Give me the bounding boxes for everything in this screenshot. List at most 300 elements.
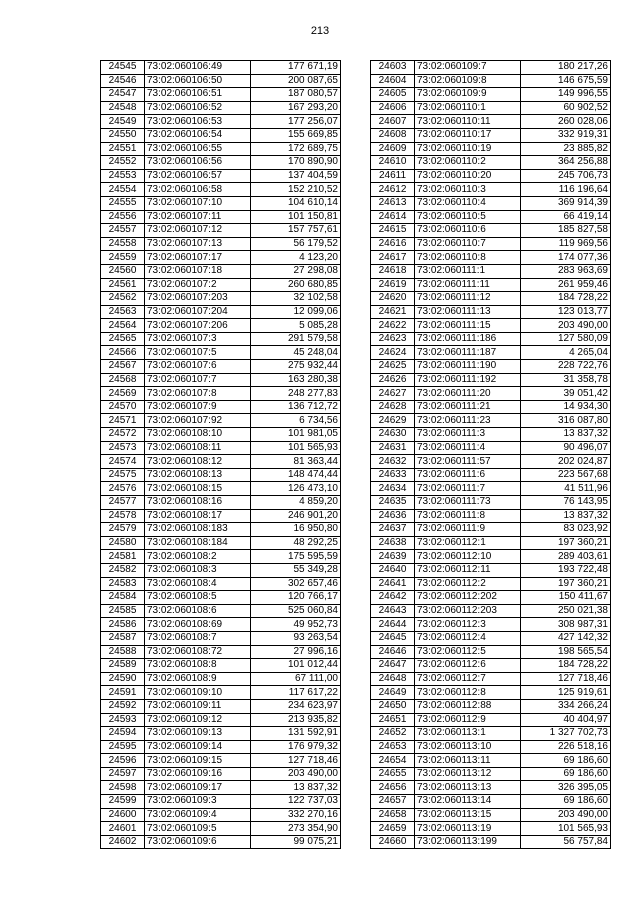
cadastral-value: 369 914,39 [521,196,611,210]
cadastral-value: 261 959,46 [521,278,611,292]
row-number: 24632 [371,455,415,469]
row-number: 24551 [101,142,145,156]
cadastral-number: 73:02:060109:14 [145,740,251,754]
cadastral-value: 250 021,38 [521,604,611,618]
cadastral-number: 73:02:060107:8 [145,387,251,401]
row-number: 24581 [101,550,145,564]
cadastral-number: 73:02:060111:192 [415,373,521,387]
row-number: 24627 [371,387,415,401]
cadastral-number: 73:02:060107:7 [145,373,251,387]
cadastral-value: 184 728,22 [521,659,611,673]
cadastral-number: 73:02:060110:19 [415,142,521,156]
cadastral-number: 73:02:060111:23 [415,414,521,428]
row-number: 24597 [101,767,145,781]
cadastral-value: 180 217,26 [521,61,611,75]
cadastral-value: 55 349,28 [251,563,341,577]
cadastral-value: 197 360,21 [521,536,611,550]
cadastral-number: 73:02:060106:58 [145,183,251,197]
row-number: 24601 [101,822,145,836]
table-row [371,360,611,374]
row-number: 24656 [371,781,415,795]
table-row [101,292,341,306]
cadastral-number: 73:02:060110:11 [415,115,521,129]
cadastral-number: 73:02:060106:55 [145,142,251,156]
table-row [371,251,611,265]
cadastral-number: 73:02:060110:5 [415,210,521,224]
table-row [101,754,341,768]
cadastral-number: 73:02:060112:4 [415,631,521,645]
cadastral-value: 101 981,05 [251,428,341,442]
table-row [371,128,611,142]
row-number: 24545 [101,61,145,75]
row-number: 24559 [101,251,145,265]
cadastral-value: 177 256,07 [251,115,341,129]
row-number: 24646 [371,645,415,659]
table-row [101,346,341,360]
table-row [101,740,341,754]
cadastral-value: 177 671,19 [251,61,341,75]
row-number: 24641 [371,577,415,591]
cadastral-number: 73:02:060106:49 [145,61,251,75]
cadastral-value: 152 210,52 [251,183,341,197]
cadastral-value: 334 266,24 [521,699,611,713]
cadastral-number: 73:02:060107:206 [145,319,251,333]
row-number: 24605 [371,88,415,102]
table-row [371,387,611,401]
table-row [101,645,341,659]
row-number: 24571 [101,414,145,428]
table-row [371,740,611,754]
cadastral-value: 136 712,72 [251,400,341,414]
table-row [371,441,611,455]
row-number: 24595 [101,740,145,754]
cadastral-value: 39 051,42 [521,387,611,401]
cadastral-value: 203 490,00 [251,767,341,781]
cadastral-number: 73:02:060107:203 [145,292,251,306]
cadastral-value: 275 932,44 [251,360,341,374]
cadastral-value: 427 142,32 [521,631,611,645]
table-row [371,169,611,183]
cadastral-value: 184 728,22 [521,292,611,306]
row-number: 24606 [371,101,415,115]
table-body-right [371,61,611,849]
row-number: 24582 [101,563,145,577]
cadastral-value: 101 012,44 [251,659,341,673]
row-number: 24556 [101,210,145,224]
cadastral-number: 73:02:060109:11 [145,699,251,713]
cadastral-value: 4 265,04 [521,346,611,360]
cadastral-number: 73:02:060106:54 [145,128,251,142]
row-number: 24652 [371,727,415,741]
table-row [371,88,611,102]
table-row [101,591,341,605]
cadastral-number: 73:02:060111:190 [415,360,521,374]
cadastral-value: 226 518,16 [521,740,611,754]
cadastral-number: 73:02:060111:9 [415,523,521,537]
row-number: 24570 [101,400,145,414]
table-row [371,795,611,809]
row-number: 24574 [101,455,145,469]
table-row [371,400,611,414]
cadastral-value: 185 827,58 [521,224,611,238]
cadastral-number: 73:02:060112:3 [415,618,521,632]
row-number: 24649 [371,686,415,700]
cadastral-number: 73:02:060110:4 [415,196,521,210]
row-number: 24618 [371,264,415,278]
table-row [101,672,341,686]
table-row [101,210,341,224]
row-number: 24654 [371,754,415,768]
row-number: 24554 [101,183,145,197]
row-number: 24622 [371,319,415,333]
row-number: 24628 [371,400,415,414]
row-number: 24549 [101,115,145,129]
cadastral-number: 73:02:060109:8 [415,74,521,88]
table-row [371,767,611,781]
cadastral-value: 31 358,78 [521,373,611,387]
cadastral-number: 73:02:060108:3 [145,563,251,577]
row-number: 24657 [371,795,415,809]
row-number: 24553 [101,169,145,183]
row-number: 24609 [371,142,415,156]
table-row [371,142,611,156]
cadastral-value: 187 080,57 [251,88,341,102]
table-row [101,468,341,482]
cadastral-number: 73:02:060108:184 [145,536,251,550]
cadastral-value: 49 952,73 [251,618,341,632]
cadastral-number: 73:02:060108:11 [145,441,251,455]
cadastral-number: 73:02:060106:57 [145,169,251,183]
cadastral-value: 200 087,65 [251,74,341,88]
table-row [101,156,341,170]
cadastral-number: 73:02:060111:11 [415,278,521,292]
table-row [101,441,341,455]
table-row [371,74,611,88]
cadastral-number: 73:02:060112:1 [415,536,521,550]
cadastral-number: 73:02:060107:204 [145,305,251,319]
cadastral-number: 73:02:060107:17 [145,251,251,265]
row-number: 24616 [371,237,415,251]
cadastral-value: 13 837,32 [521,428,611,442]
cadastral-number: 73:02:060107:10 [145,196,251,210]
cadastral-number: 73:02:060111:186 [415,332,521,346]
cadastral-value: 123 013,77 [521,305,611,319]
cadastral-value: 56 757,84 [521,835,611,849]
table-row [371,278,611,292]
table-row [371,183,611,197]
row-number: 24557 [101,224,145,238]
table-row [101,319,341,333]
row-number: 24548 [101,101,145,115]
table-row [371,713,611,727]
table-row [101,88,341,102]
cadastral-number: 73:02:060113:19 [415,822,521,836]
table-row [371,604,611,618]
cadastral-value: 525 060,84 [251,604,341,618]
cadastral-value: 125 919,61 [521,686,611,700]
cadastral-number: 73:02:060107:3 [145,332,251,346]
row-number: 24648 [371,672,415,686]
table-row [371,808,611,822]
cadastral-value: 101 565,93 [521,822,611,836]
table-row [371,523,611,537]
row-number: 24624 [371,346,415,360]
table-body-left [101,61,341,849]
cadastral-value: 248 277,83 [251,387,341,401]
cadastral-number: 73:02:060112:6 [415,659,521,673]
cadastral-value: 127 718,46 [251,754,341,768]
cadastral-value: 4 123,20 [251,251,341,265]
row-number: 24625 [371,360,415,374]
row-number: 24653 [371,740,415,754]
cadastral-number: 73:02:060109:9 [415,88,521,102]
table-row [101,795,341,809]
table-row [371,550,611,564]
cadastral-value: 260 028,06 [521,115,611,129]
table-row [101,169,341,183]
row-number: 24621 [371,305,415,319]
table-row [101,835,341,849]
table-row [101,332,341,346]
cadastral-number: 73:02:060109:3 [145,795,251,809]
row-number: 24590 [101,672,145,686]
cadastral-number: 73:02:060106:53 [145,115,251,129]
table-row [371,414,611,428]
cadastral-value: 245 706,73 [521,169,611,183]
cadastral-value: 174 077,36 [521,251,611,265]
row-number: 24655 [371,767,415,781]
row-number: 24572 [101,428,145,442]
cadastral-number: 73:02:060108:69 [145,618,251,632]
cadastral-number: 73:02:060106:52 [145,101,251,115]
cadastral-value: 223 567,68 [521,468,611,482]
cadastral-value: 32 102,58 [251,292,341,306]
cadastral-value: 176 979,32 [251,740,341,754]
cadastral-value: 193 722,48 [521,563,611,577]
cadastral-number: 73:02:060113:199 [415,835,521,849]
row-number: 24617 [371,251,415,265]
row-number: 24552 [101,156,145,170]
table-row [101,183,341,197]
row-number: 24642 [371,591,415,605]
cadastral-number: 73:02:060108:15 [145,482,251,496]
cadastral-number: 73:02:060109:15 [145,754,251,768]
cadastral-value: 148 474,44 [251,468,341,482]
table-row [101,61,341,75]
row-number: 24629 [371,414,415,428]
row-number: 24610 [371,156,415,170]
cadastral-number: 73:02:060108:6 [145,604,251,618]
cadastral-value: 120 766,17 [251,591,341,605]
table-row [101,428,341,442]
cadastral-value: 163 280,38 [251,373,341,387]
cadastral-table-right [370,60,611,849]
table-row [371,618,611,632]
cadastral-value: 117 617,22 [251,686,341,700]
row-number: 24639 [371,550,415,564]
row-number: 24651 [371,713,415,727]
row-number: 24580 [101,536,145,550]
row-number: 24593 [101,713,145,727]
cadastral-value: 203 490,00 [521,319,611,333]
cadastral-number: 73:02:060113:1 [415,727,521,741]
table-row [101,414,341,428]
table-row [101,686,341,700]
row-number: 24562 [101,292,145,306]
table-row [101,224,341,238]
cadastral-value: 76 143,95 [521,496,611,510]
cadastral-number: 73:02:060113:14 [415,795,521,809]
table-row [371,428,611,442]
cadastral-value: 228 722,76 [521,360,611,374]
table-row [371,591,611,605]
cadastral-number: 73:02:060109:13 [145,727,251,741]
table-row [371,631,611,645]
cadastral-value: 149 996,55 [521,88,611,102]
row-number: 24637 [371,523,415,537]
row-number: 24659 [371,822,415,836]
cadastral-value: 60 902,52 [521,101,611,115]
cadastral-number: 73:02:060108:72 [145,645,251,659]
table-row [101,713,341,727]
table-row [101,387,341,401]
cadastral-value: 40 404,97 [521,713,611,727]
row-number: 24635 [371,496,415,510]
table-row [101,264,341,278]
cadastral-value: 101 150,81 [251,210,341,224]
table-row [101,237,341,251]
cadastral-value: 364 256,88 [521,156,611,170]
row-number: 24585 [101,604,145,618]
cadastral-number: 73:02:060106:51 [145,88,251,102]
cadastral-number: 73:02:060109:17 [145,781,251,795]
table-row [101,563,341,577]
table-row [371,61,611,75]
cadastral-number: 73:02:060107:12 [145,224,251,238]
cadastral-number: 73:02:060111:57 [415,455,521,469]
cadastral-number: 73:02:060111:73 [415,496,521,510]
cadastral-value: 170 890,90 [251,156,341,170]
cadastral-number: 73:02:060108:2 [145,550,251,564]
cadastral-number: 73:02:060112:5 [415,645,521,659]
table-row [371,727,611,741]
table-row [101,142,341,156]
row-number: 24579 [101,523,145,537]
cadastral-value: 150 411,67 [521,591,611,605]
cadastral-number: 73:02:060110:17 [415,128,521,142]
table-row [101,128,341,142]
row-number: 24599 [101,795,145,809]
table-row [371,835,611,849]
row-number: 24550 [101,128,145,142]
row-number: 24589 [101,659,145,673]
cadastral-value: 146 675,59 [521,74,611,88]
cadastral-number: 73:02:060111:187 [415,346,521,360]
cadastral-number: 73:02:060106:50 [145,74,251,88]
table-row [371,781,611,795]
row-number: 24620 [371,292,415,306]
table-row [371,101,611,115]
cadastral-number: 73:02:060111:15 [415,319,521,333]
table-row [101,550,341,564]
cadastral-value: 202 024,87 [521,455,611,469]
row-number: 24596 [101,754,145,768]
table-row [101,659,341,673]
table-row [101,781,341,795]
row-number: 24660 [371,835,415,849]
cadastral-number: 73:02:060113:12 [415,767,521,781]
table-row [371,373,611,387]
cadastral-number: 73:02:060113:15 [415,808,521,822]
cadastral-value: 137 404,59 [251,169,341,183]
cadastral-number: 73:02:060107:5 [145,346,251,360]
row-number: 24602 [101,835,145,849]
row-number: 24638 [371,536,415,550]
table-row [371,468,611,482]
row-number: 24583 [101,577,145,591]
table-row [371,496,611,510]
cadastral-number: 73:02:060109:6 [145,835,251,849]
cadastral-number: 73:02:060109:10 [145,686,251,700]
row-number: 24611 [371,169,415,183]
cadastral-value: 332 919,31 [521,128,611,142]
cadastral-value: 23 885,82 [521,142,611,156]
row-number: 24567 [101,360,145,374]
row-number: 24586 [101,618,145,632]
cadastral-number: 73:02:060111:20 [415,387,521,401]
cadastral-value: 101 565,93 [251,441,341,455]
cadastral-value: 246 901,20 [251,509,341,523]
row-number: 24564 [101,319,145,333]
table-row [371,224,611,238]
row-number: 24558 [101,237,145,251]
cadastral-value: 326 395,05 [521,781,611,795]
row-number: 24591 [101,686,145,700]
row-number: 24560 [101,264,145,278]
cadastral-value: 198 565,54 [521,645,611,659]
table-row [371,210,611,224]
table-row [371,482,611,496]
table-row [101,196,341,210]
table-row [371,672,611,686]
table-row [101,278,341,292]
cadastral-value: 56 179,52 [251,237,341,251]
cadastral-value: 308 987,31 [521,618,611,632]
table-row [371,319,611,333]
row-number: 24578 [101,509,145,523]
cadastral-number: 73:02:060110:8 [415,251,521,265]
row-number: 24644 [371,618,415,632]
cadastral-value: 119 969,56 [521,237,611,251]
row-number: 24566 [101,346,145,360]
row-number: 24592 [101,699,145,713]
row-number: 24631 [371,441,415,455]
row-number: 24619 [371,278,415,292]
cadastral-value: 127 580,09 [521,332,611,346]
cadastral-value: 5 085,28 [251,319,341,333]
table-row [371,237,611,251]
cadastral-number: 73:02:060108:8 [145,659,251,673]
cadastral-value: 99 075,21 [251,835,341,849]
table-row [371,645,611,659]
cadastral-number: 73:02:060112:10 [415,550,521,564]
cadastral-number: 73:02:060112:7 [415,672,521,686]
page-number: 213 [310,25,330,37]
cadastral-value: 126 473,10 [251,482,341,496]
table-row [101,727,341,741]
cadastral-number: 73:02:060108:16 [145,496,251,510]
table-row [101,577,341,591]
